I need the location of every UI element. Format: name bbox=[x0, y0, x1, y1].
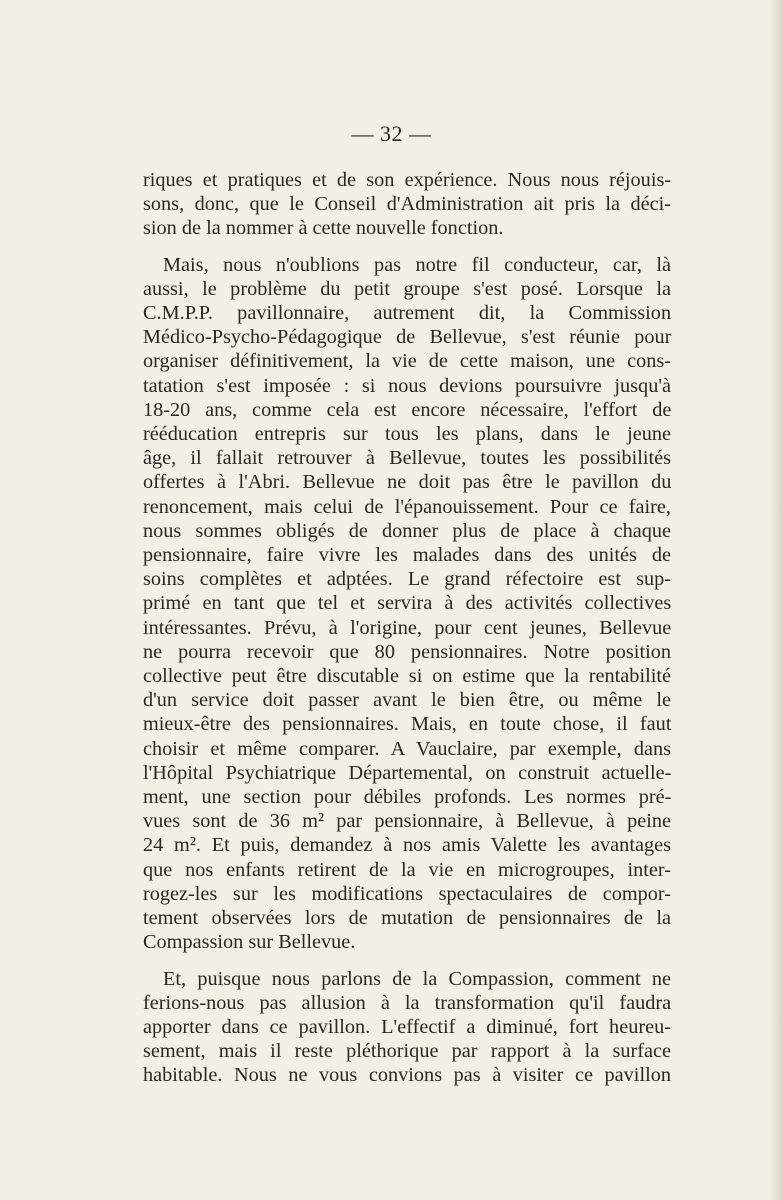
text-line: primé en tant que tel et servira à des activités collectives bbox=[143, 592, 672, 615]
text-line: pensionnaire, faire vivre les malades dans des unités de bbox=[143, 544, 671, 567]
text-line: rééducation entrepris sur tous les plans, dans le jeune bbox=[143, 423, 671, 446]
text-line: C.M.P.P. pavillonnaire, autrement dit, la Commission bbox=[143, 302, 672, 325]
text-line: que nos enfants retirent de la vie en microgroupes, inter- bbox=[143, 858, 672, 881]
paragraph-3 bbox=[143, 967, 671, 1088]
text-line: âge, il fallait retrouver à Bellevue, toutes les possibilités bbox=[143, 447, 672, 470]
text-line: 18-20 ans, comme cela est encore nécessaire, l'effort de bbox=[143, 398, 672, 421]
text-line: choisir et même comparer. A Vauclaire, par exemple, dans bbox=[143, 737, 671, 760]
text-line: riques et pratiques et de son expérience. Nous nous réjouis- bbox=[143, 169, 672, 191]
text-line: offertes à l'Abri. Bellevue ne doit pas être le pavillon du bbox=[143, 471, 672, 494]
text-line: Compassion sur Bellevue. bbox=[143, 931, 356, 954]
text-line: apporter dans ce pavillon. L'effectif a diminué, fort heureu- bbox=[143, 1015, 671, 1038]
text-line: Mais, nous n'oublions pas notre fil conducteur, car, là bbox=[163, 253, 671, 276]
text-line: ne pourra recevoir que 80 pensionnaires. Notre position bbox=[143, 640, 671, 663]
text-line: tatation s'est imposée : si nous devions poursuivre jusqu'à bbox=[143, 374, 671, 397]
text-line: sons, donc, que le Conseil d'Administration ait pris la déci- bbox=[143, 193, 671, 216]
text-line: renoncement, mais celui de l'épanouissement. Pour ce faire, bbox=[143, 495, 671, 518]
text-line: Médico-Psycho-Pédagogique de Bellevue, s'est réunie pour bbox=[143, 326, 672, 349]
text-line: soins complètes et adptées. Le grand réfectoire est sup- bbox=[143, 568, 671, 591]
text-line: d'un service doit passer avant le bien être, ou même le bbox=[143, 689, 671, 712]
text-line: aussi, le problème du petit groupe s'est posé. Lorsque la bbox=[143, 277, 671, 300]
page-number: — 32 — bbox=[351, 121, 432, 146]
text-line: sion de la nommer à cette nouvelle fonction. bbox=[143, 217, 504, 240]
text-line: sement, mais il reste pléthorique par rapport à la surface bbox=[143, 1040, 672, 1063]
text-line: habitable. Nous ne vous convions pas à visiter ce pavillon bbox=[143, 1064, 671, 1087]
paragraph-2 bbox=[143, 253, 671, 955]
text-line: mieux-être des pensionnaires. Mais, en toute chose, il faut bbox=[143, 713, 672, 736]
text-line: ment, une section pour débiles profonds. Les normes pré- bbox=[143, 786, 672, 809]
text-line: 24 m². Et puis, demandez à nos amis Valette les avantages bbox=[143, 834, 671, 857]
text-line: organiser définitivement, la vie de cette maison, une cons- bbox=[143, 350, 671, 373]
paragraph-1 bbox=[143, 168, 671, 241]
text-line: l'Hôpital Psychiatrique Départemental, on construit actuelle- bbox=[143, 761, 672, 784]
text-line: intéressantes. Prévu, à l'origine, pour cent jeunes, Bellevue bbox=[143, 616, 672, 639]
text-line: ferions-nous pas allusion à la transformation qu'il faudra bbox=[143, 991, 672, 1014]
body-text bbox=[143, 168, 671, 1100]
text-line: collective peut être discutable si on estime que la rentabilité bbox=[143, 665, 671, 688]
text-line: vues sont de 36 m² par pensionnaire, à Bellevue, à peine bbox=[143, 810, 671, 833]
text-line: rogez-les sur les modifications spectaculaires de compor- bbox=[143, 882, 671, 905]
text-line: Et, puisque nous parlons de la Compassion, comment ne bbox=[163, 967, 671, 990]
page-edge-shadow bbox=[769, 0, 783, 1200]
text-line: nous sommes obligés de donner plus de place à chaque bbox=[143, 519, 671, 542]
text-line: tement observées lors de mutation de pensionnaires de la bbox=[143, 907, 671, 930]
